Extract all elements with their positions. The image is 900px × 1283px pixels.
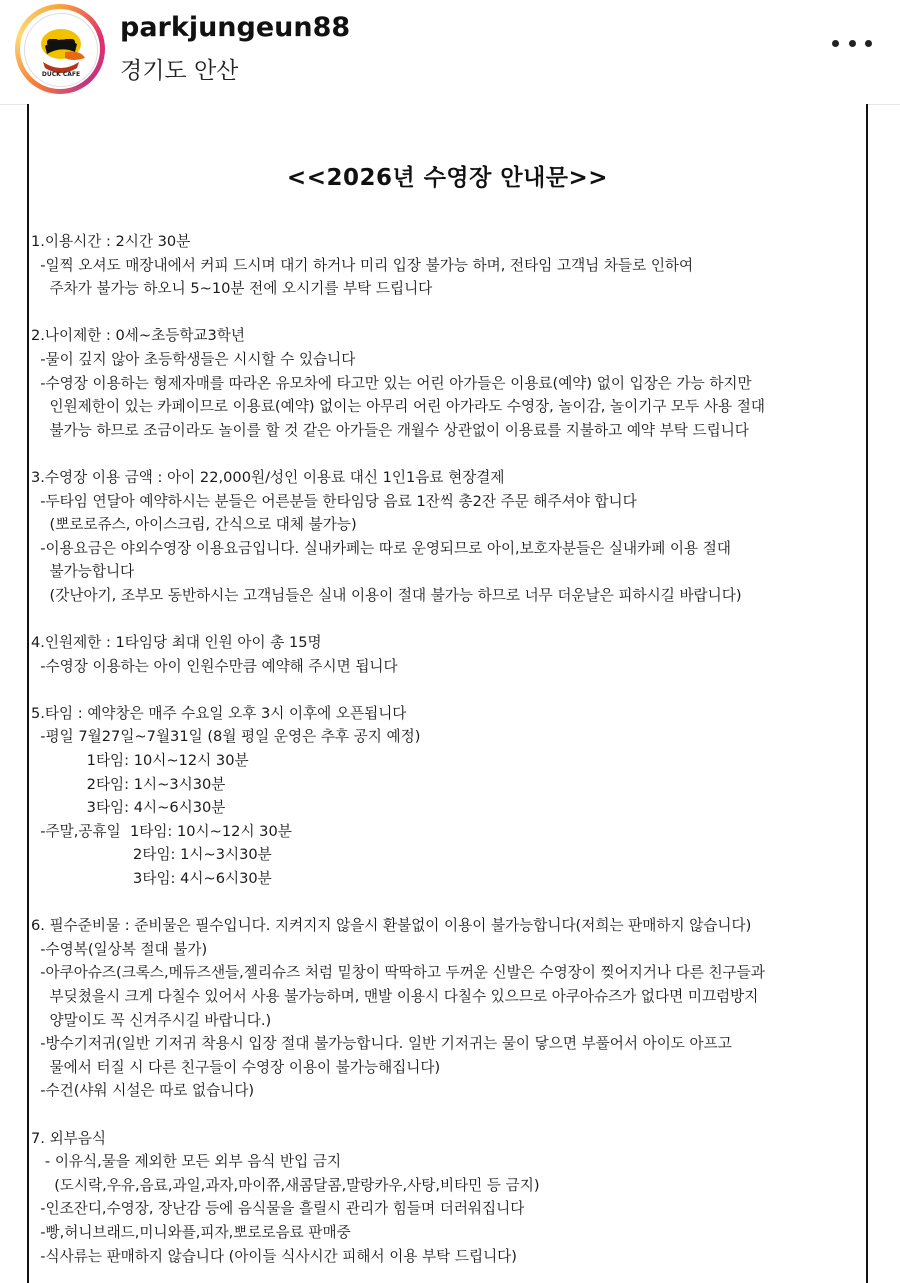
document-line: -식사류는 판매하지 않습니다 (아이들 식사시간 피해서 이용 부탁 드립니다): [31, 1247, 517, 1265]
username[interactable]: parkjungeun88: [120, 12, 351, 43]
document-line: 불가능 하므로 조금이라도 놀이를 할 것 같은 아가들은 개월수 상관없이 이용료를 지불하고 예약 부탁 드립니다: [31, 421, 749, 439]
document-line: -수영복(일상복 절대 불가): [31, 940, 208, 958]
document-line: 1타임: 10시~12시 30분: [31, 752, 249, 770]
document-line: -수영장 이용하는 형제자매를 따라온 유모차에 타고만 있는 어린 아가들은 이용료(예약) 없이 입장은 가능 하지만: [31, 374, 752, 392]
document-line: 주차가 불가능 하오니 5~10분 전에 오시기를 부탁 드립니다: [31, 280, 433, 298]
blank-line: [31, 678, 861, 702]
document-line: 부딪쳤을시 크게 다칠수 있어서 사용 불가능하며, 맨발 이용시 다칠수 있으므로 아쿠아슈즈가 없다면 미끄럼방지: [31, 988, 759, 1005]
document-line: - 이유식,물을 제외한 모든 외부 음식 반입 금지: [31, 1153, 342, 1171]
document-line: 2타임: 1시~3시30분: [31, 775, 226, 793]
document-line: (뽀로로쥬스, 아이스크림, 간식으로 대체 불가능): [31, 516, 357, 534]
document-line: -평일 7월27일~7월31일 (8월 평일 운영은 추후 공지 예정): [31, 728, 421, 746]
blank-line: [31, 891, 861, 915]
story-ring[interactable]: [15, 4, 105, 94]
document-line: 불가능합니다: [31, 563, 135, 581]
document-line: -아쿠아슈즈(크록스,메듀즈샌들,젤리슈즈 처럼 밑창이 딱딱하고 두꺼운 신발은 수영장이 찢어지거나 다른 친구들과: [31, 964, 765, 982]
more-horizontal-icon[interactable]: [832, 34, 872, 52]
document-line: -빵,허니브래드,미니와플,피자,뽀로로음료 판매중: [31, 1223, 351, 1241]
document-line: 3.수영장 이용 금액 : 아이 22,000원/성인 이용료 대신 1인1음료 현장결제: [31, 468, 505, 486]
avatar[interactable]: [24, 13, 98, 87]
document-line: 2타임: 1시~3시30분: [31, 846, 272, 864]
document-line: 3타임: 4시~6시30분: [31, 799, 226, 817]
document-line: (갓난아기, 조부모 동반하시는 고객님들은 실내 이용이 절대 불가능 하므로 너무 더운날은 피하시길 바랍니다): [31, 586, 742, 604]
document-line: -이용요금은 야외수영장 이용요금입니다. 실내카페는 따로 운영되므로 아이,보호자분들은 실내카페 이용 절대: [31, 539, 731, 557]
document-line: -인조잔디,수영장, 장난감 등에 음식물을 흘릴시 관리가 힘들며 더러워집니다: [31, 1200, 525, 1218]
document-line: 7. 외부음식: [31, 1129, 106, 1147]
document-line: 물에서 터질 시 다른 친구들이 수영장 이용이 불가능해집니다): [31, 1058, 441, 1076]
notice-document: [27, 104, 868, 1283]
document-line: -물이 깊지 않아 초등학생들은 시시할 수 있습니다: [31, 350, 356, 368]
document-line: 2.나이제한 : 0세~초등학교3학년: [31, 327, 245, 345]
duck-cafe-logo-icon: [25, 14, 97, 86]
document-line: 인원제한이 있는 카페이므로 이용료(예약) 없이는 아무리 어린 아가라도 수영장, 놀이감, 놀이기구 모두 사용 절대: [31, 398, 765, 416]
document-line: 6. 필수준비물 : 준비물은 필수입니다. 지켜지지 않을시 환불없이 이용이 불가능합니다(저희는 판매하지 않습니다): [31, 917, 752, 935]
document-line: 양말이도 꼭 신겨주시길 바랍니다.): [31, 1011, 272, 1029]
document-title: <<2026년 수영장 안내문>>: [286, 165, 609, 191]
document-line: -일찍 오셔도 매장내에서 커피 드시며 대기 하거나 미리 입장 불가능 하며, 전타임 고객님 차들로 인하여: [31, 256, 694, 274]
blank-line: [31, 1103, 861, 1127]
document-line: -두타임 연달아 예약하시는 분들은 어른분들 한타임당 음료 1잔씩 총2잔 주문 해주셔야 합니다: [31, 492, 637, 510]
document-line: -방수기저귀(일반 기저귀 착용시 입장 절대 불가능합니다. 일반 기저귀는 물이 닿으면 부풀어서 아이도 아프고: [31, 1035, 732, 1053]
document-line: -주말,공휴일 1타임: 10시~12시 30분: [31, 822, 292, 840]
document-line: -수영장 이용하는 아이 인원수만큼 예약해 주시면 됩니다: [31, 657, 398, 675]
document-line: 1.이용시간 : 2시간 30분: [31, 233, 191, 250]
blank-line: [31, 442, 861, 466]
blank-line: [31, 301, 861, 325]
document-body: [31, 230, 861, 1268]
document-line: 5.타임 : 예약창은 매주 수요일 오후 3시 이후에 오픈됩니다: [31, 704, 407, 722]
blank-line: [31, 608, 861, 632]
svg-text:DUCK CAFE: DUCK CAFE: [41, 71, 81, 78]
document-line: 4.인원제한 : 1타임당 최대 인원 아이 총 15명: [31, 634, 322, 652]
location-tag[interactable]: 경기도 안산: [120, 58, 239, 84]
document-line: -수건(샤워 시설은 따로 없습니다): [31, 1082, 255, 1100]
document-line: (도시락,우유,음료,과일,과자,마이쮸,새콤달콤,말랑카우,사탕,비타민 등 금지): [31, 1176, 540, 1194]
post-header: [0, 0, 900, 105]
document-line: 3타임: 4시~6시30분: [31, 870, 272, 888]
